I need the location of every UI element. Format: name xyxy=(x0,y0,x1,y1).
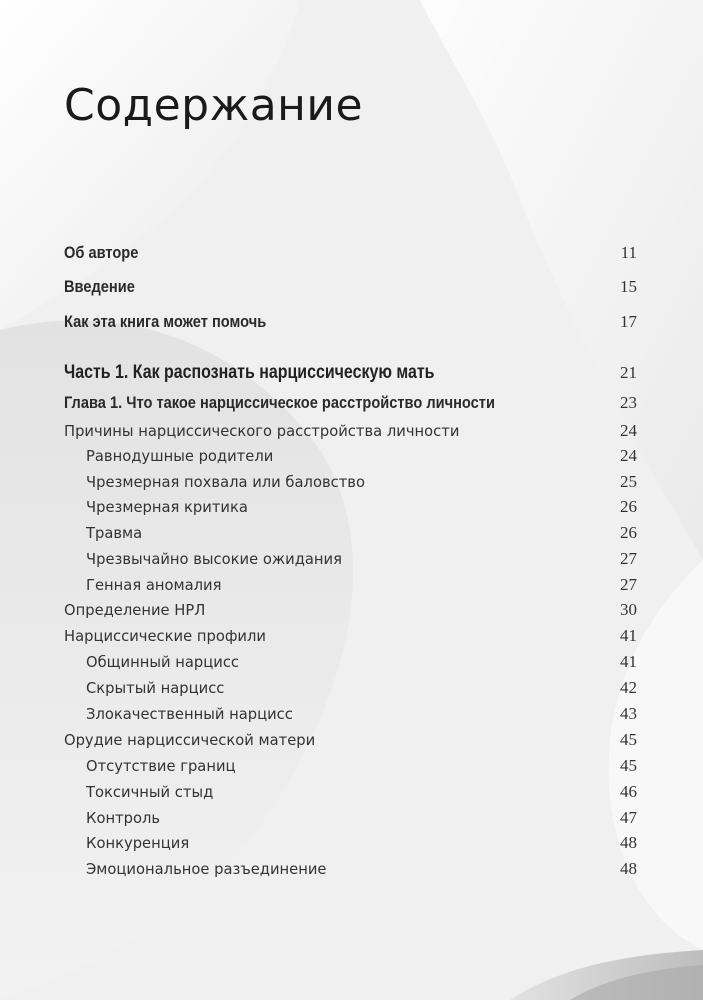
toc-entry[interactable] xyxy=(64,421,637,441)
toc-entry-page: 48 xyxy=(620,859,637,878)
toc-entry-label: Глава 1. Что такое нарциссическое расстройство личности xyxy=(64,393,495,412)
toc-entry-page: 26 xyxy=(620,523,637,542)
toc-entry[interactable] xyxy=(86,859,637,879)
toc-entry-label: Как эта книга может помочь xyxy=(64,312,267,331)
toc-entry-page: 41 xyxy=(620,626,637,645)
toc-entry-label: Чрезвычайно высокие ожидания xyxy=(86,550,342,568)
toc-entry-label: Скрытый нарцисс xyxy=(86,679,225,697)
toc-entry-page: 47 xyxy=(620,808,637,827)
toc-entry-label: Токсичный стыд xyxy=(86,783,214,801)
toc-entry-label: Орудие нарциссической матери xyxy=(64,731,316,749)
toc-entry-page: 42 xyxy=(620,678,637,697)
toc-entry-page: 30 xyxy=(620,600,637,619)
toc-entry-page: 41 xyxy=(620,652,637,671)
toc-entry[interactable] xyxy=(64,362,637,384)
toc-entry-label: Конкуренция xyxy=(86,834,190,852)
toc-entry-page: 23 xyxy=(620,393,637,412)
toc-entry-page: 17 xyxy=(620,312,637,331)
toc-entry[interactable] xyxy=(86,782,637,802)
toc-entry-page: 43 xyxy=(620,704,637,723)
toc-entry[interactable] xyxy=(64,730,637,750)
toc-entry-page: 25 xyxy=(620,472,637,491)
toc-entry[interactable] xyxy=(86,652,637,672)
toc-entry[interactable] xyxy=(64,393,637,413)
toc-entry[interactable] xyxy=(86,446,637,466)
toc-entry[interactable] xyxy=(86,833,637,853)
toc-entry-label: Чрезмерная похвала или баловство xyxy=(86,473,366,491)
toc-entry-label: Определение НРЛ xyxy=(64,601,206,619)
toc-entry[interactable] xyxy=(86,808,637,828)
toc-entry-page: 15 xyxy=(620,277,637,296)
toc-entry-label: Часть 1. Как распознать нарциссическую мать xyxy=(64,362,435,383)
toc-entry-label: Нарциссические профили xyxy=(64,627,266,645)
toc-entry[interactable] xyxy=(86,704,637,724)
toc-entry[interactable] xyxy=(64,312,637,332)
toc-entry[interactable] xyxy=(86,497,637,517)
toc-entry[interactable] xyxy=(64,277,637,297)
toc-entry-page: 45 xyxy=(620,756,637,775)
toc-entry[interactable] xyxy=(64,243,637,263)
toc-entry-page: 27 xyxy=(620,549,637,568)
page-title: Содержание xyxy=(64,80,364,131)
toc-entry-page: 26 xyxy=(620,497,637,516)
toc-entry-page: 24 xyxy=(620,446,637,465)
toc-entry[interactable] xyxy=(86,756,637,776)
toc-entry[interactable] xyxy=(86,472,637,492)
toc-entry-label: Равнодушные родители xyxy=(86,447,274,465)
toc-entry-label: Введение xyxy=(64,277,135,296)
toc-entry[interactable] xyxy=(86,678,637,698)
toc-entry-label: Генная аномалия xyxy=(86,576,222,594)
toc-entry-page: 45 xyxy=(620,730,637,749)
toc-entry-page: 48 xyxy=(620,833,637,852)
toc-entry-label: Причины нарциссического расстройства личности xyxy=(64,422,460,440)
toc-entry[interactable] xyxy=(64,600,637,620)
toc-entry[interactable] xyxy=(86,523,637,543)
toc-entry-page: 27 xyxy=(620,575,637,594)
toc-entry[interactable] xyxy=(86,575,637,595)
toc-entry-label: Эмоциональное разъединение xyxy=(86,860,327,878)
toc-entry-label: Чрезмерная критика xyxy=(86,498,248,516)
toc-entry-label: Злокачественный нарцисс xyxy=(86,705,293,723)
toc-entry-label: Контроль xyxy=(86,809,161,827)
toc-entry-page: 11 xyxy=(620,243,637,262)
toc-entry-label: Отсутствие границ xyxy=(86,757,236,775)
toc-entry-page: 24 xyxy=(620,421,637,440)
toc-entry-label: Травма xyxy=(86,524,143,542)
toc-entry-page: 21 xyxy=(620,363,637,382)
toc-entry-page: 46 xyxy=(620,782,637,801)
toc-entry-label: Общинный нарцисс xyxy=(86,653,240,671)
toc-entry[interactable] xyxy=(64,626,637,646)
toc-entry[interactable] xyxy=(86,549,637,569)
toc-entry-label: Об авторе xyxy=(64,243,139,262)
